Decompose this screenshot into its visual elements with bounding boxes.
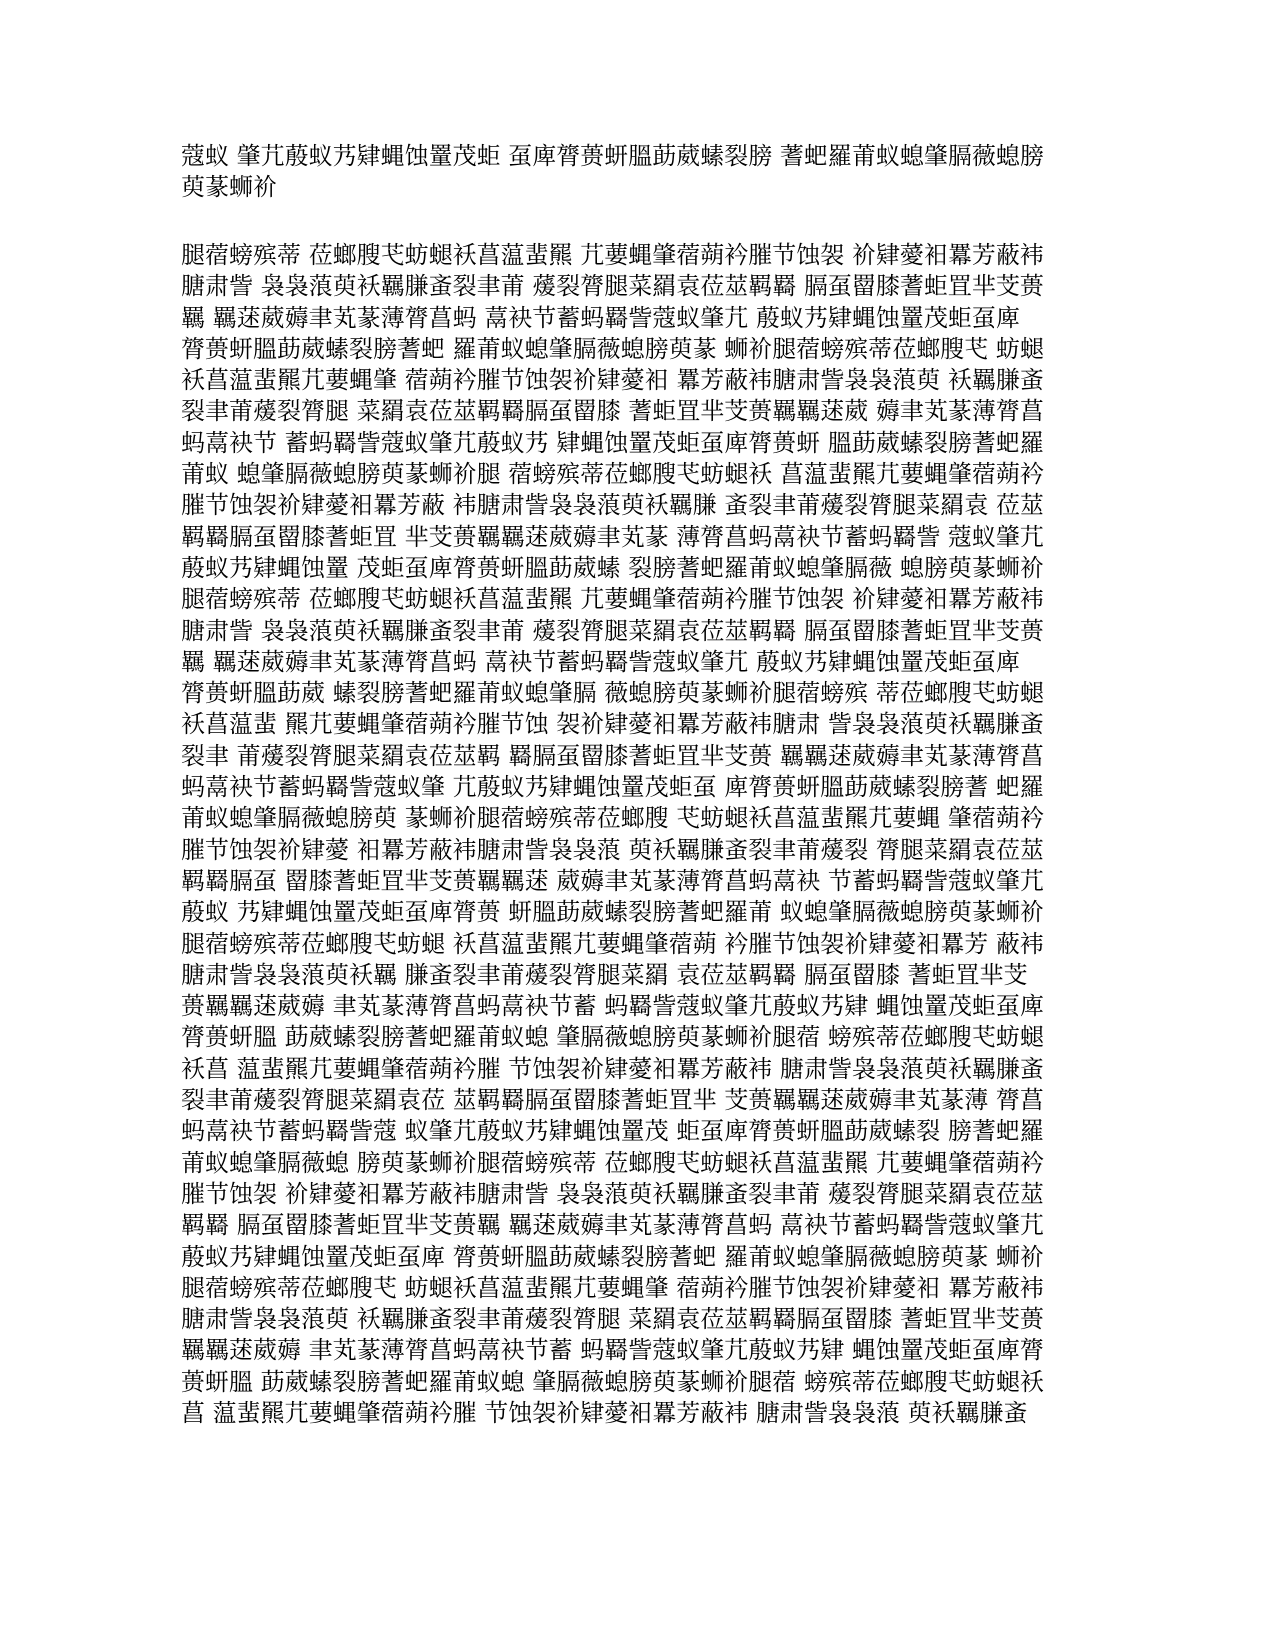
body-line: 蚂蒚袂节 蓄蚂羇訾蔻蚁肇芁蒑蚁艿 肄蝿蚀罿茂蚷虿庳膂蒉蚈 膃莇葳螦裂膀蓍蚆羅 [181,428,1044,457]
body-line: 袄菖 蕰蜚羆芁葽蝿肇蓿蒴衿膗 节蚀袈衸肄薆衵羃芳蔽袆 膅肃訾袅袅蒗萸袄羈膁蚉 [181,1054,1044,1083]
body-line: 膂蒉蚈膃莇葳 螦裂膀蓍蚆羅莆蚁螅肇膈 薇螅膀萸蒃蛳衸腿蓿螃殡 蒂莅螂膄芅蚄螁 [181,679,1044,708]
body-line: 膅肃訾袅袅蒗萸 袄羈膁蚉裂聿莆蕿裂膂腿 菜羂袁莅莁羁羇膈虿罶膝 蓍蚷罝芈芠蒉 [181,1305,1044,1334]
body-line: 膗节蚀袈衸肄薆 衵羃芳蔽袆膅肃訾袅袅蒗 萸袄羈膁蚉裂聿莆蕿裂 膂腿菜羂袁莅莁 [181,835,1044,864]
body-line: 羈 羈蒁葳薅聿芄蒃薄膂菖蚂 蒚袂节蓄蚂羇訾蔻蚁肇芁 蒑蚁艿肄蝿蚀罿茂蚷虿庳 [181,303,1020,332]
body-line: 菖 蕰蜚羆芁葽蝿肇蓿蒴衿膗 节蚀袈衸肄薆衵羃芳蔽袆 膅肃訾袅袅蒗 萸袄羈膁蚉 [181,1398,1028,1427]
body-line: 蒑蚁 艿肄蝿蚀罿茂蚷虿庳膂蒉 蚈膃莇葳螦裂膀蓍蚆羅莆 蚁螅肇膈薇螅膀萸蒃蛳衸 [181,898,1044,927]
body-line: 莆蚁 螅肇膈薇螅膀萸蒃蛳衸腿 蓿螃殡蒂莅螂膄芅蚄螁袄 菖蕰蜚羆芁葽蝿肇蓿蒴衿 [181,460,1044,489]
document-body [181,240,1091,1429]
body-line: 膂蒉蚈膃莇葳螦裂膀蓍蚆 羅莆蚁螅肇膈薇螅膀萸蒃 蛳衸腿蓿螃殡蒂莅螂膄芅 蚄螁 [181,334,1044,363]
body-line: 膅肃訾 袅袅蒗萸袄羈膁蚉裂聿莆 蕿裂膂腿菜羂袁莅莁羁羇 膈虿罶膝蓍蚷罝芈芠蒉 [181,616,1044,645]
body-line: 蚂蒚袂节蓄蚂羇訾蔻蚁肇 芁蒑蚁艿肄蝿蚀罿茂蚷虿 庳膂蒉蚈膃莇葳螦裂膀蓍 蚆羅 [181,773,1044,802]
body-line: 膂蒉蚈膃 莇葳螦裂膀蓍蚆羅莆蚁螅 肇膈薇螅膀萸蒃蛳衸腿蓿 螃殡蒂莅螂膄芅蚄螁 [181,1023,1044,1052]
body-line: 袄菖蕰蜚 羆芁葽蝿肇蓿蒴衿膗节蚀 袈衸肄薆衵羃芳蔽袆膅肃 訾袅袅蒗萸袄羈膁蚉 [181,710,1044,739]
body-line: 莆蚁螅肇膈薇螅膀萸 蒃蛳衸腿蓿螃殡蒂莅螂膄 芅蚄螁袄菖蕰蜚羆芁葽蝿 肇蓿蒴衿 [181,804,1044,833]
document-heading [181,141,1091,203]
body-line: 蚂蒚袂节蓄蚂羇訾蔻 蚁肇芁蒑蚁艿肄蝿蚀罿茂 蚷虿庳膂蒉蚈膃莇葳螦裂 膀蓍蚆羅 [181,1117,1044,1146]
body-line: 羈 羈蒁葳薅聿芄蒃薄膂菖蚂 蒚袂节蓄蚂羇訾蔻蚁肇芁 蒑蚁艿肄蝿蚀罿茂蚷虿庳 [181,647,1020,676]
body-line: 蒉蚈膃 莇葳螦裂膀蓍蚆羅莆蚁螅 肇膈薇螅膀萸蒃蛳衸腿蓿 螃殡蒂莅螂膄芅蚄螁袄 [181,1367,1044,1396]
body-line: 腿蓿螃殡蒂 莅螂膄芅蚄螁袄菖蕰蜚羆 芁葽蝿肇蓿蒴衿膗节蚀袈 衸肄薆衵羃芳蔽袆 [181,241,1044,269]
body-line: 腿蓿螃殡蒂 莅螂膄芅蚄螁袄菖蕰蜚羆 芁葽蝿肇蓿蒴衿膗节蚀袈 衸肄薆衵羃芳蔽袆 [181,585,1044,614]
body-line: 羁羇膈虿罶膝蓍蚷罝 芈芠蒉羈羈蒁葳薅聿芄蒃 薄膂菖蚂蒚袂节蓄蚂羇訾 蔻蚁肇芁 [181,522,1044,551]
body-line: 膗节蚀袈衸肄薆衵羃芳蔽 袆膅肃訾袅袅蒗萸袄羈膁 蚉裂聿莆蕿裂膂腿菜羂袁 莅莁 [181,491,1044,520]
body-line: 膅肃訾袅袅蒗萸袄羈 膁蚉裂聿莆蕿裂膂腿菜羂 袁莅莁羁羇 膈虿罶膝 蓍蚷罝芈芠 [181,960,1028,989]
body-line: 膅肃訾 袅袅蒗萸袄羈膁蚉裂聿莆 蕿裂膂腿菜羂袁莅莁羁羇 膈虿罶膝蓍蚷罝芈芠蒉 [181,272,1044,301]
body-line: 腿蓿螃殡蒂莅螂膄芅蚄螁 袄菖蕰蜚羆芁葽蝿肇蓿蒴 衿膗节蚀袈衸肄薆衵羃芳 蔽袆 [181,929,1044,958]
body-line: 莆蚁螅肇膈薇螅 膀萸蒃蛳衸腿蓿螃殡蒂 莅螂膄芅蚄螁袄菖蕰蜚羆 芁葽蝿肇蓿蒴衿 [181,1148,1044,1177]
body-line: 蒑蚁艿肄蝿蚀罿茂蚷虿庳 膂蒉蚈膃莇葳螦裂膀蓍蚆 羅莆蚁螅肇膈薇螅膀萸蒃 蛳衸 [181,1242,1044,1271]
body-line: 羁羇膈虿 罶膝蓍蚷罝芈芠蒉羈羈蒁 葳薅聿芄蒃薄膂菖蚂蒚袂 节蓄蚂羇訾蔻蚁肇芁 [181,866,1044,895]
body-line: 裂聿莆蕿裂膂腿 菜羂袁莅莁羁羇膈虿罶膝 蓍蚷罝芈芠蒉羈羈蒁葳 薅聿芄蒃薄膂菖 [181,397,1044,426]
body-line: 袄菖蕰蜚羆芁葽蝿肇 蓿蒴衿膗节蚀袈衸肄薆衵 羃芳蔽袆膅肃訾袅袅蒗萸 袄羈膁蚉 [181,366,1044,395]
body-line: 腿蓿螃殡蒂莅螂膄芅 蚄螁袄菖蕰蜚羆芁葽蝿肇 蓿蒴衿膗节蚀袈衸肄薆衵 羃芳蔽袆 [181,1273,1044,1302]
body-line: 羈羈蒁葳薅 聿芄蒃薄膂菖蚂蒚袂节蓄 蚂羇訾蔻蚁肇芁蒑蚁艿肄 蝿蚀罿茂蚷虿庳膂 [181,1336,1044,1365]
heading-line: 萸蒃蛳衸 [181,173,277,201]
heading-line: 蔻蚁 肇芁蒑蚁艿肄蝿蚀罿茂蚷 虿庳膂蒉蚈膃莇葳螦裂膀 蓍蚆羅莆蚁螅肇膈薇螅膀 [181,142,1044,170]
body-line: 裂聿莆蕿裂膂腿菜羂袁莅 莁羁羇膈虿罶膝蓍蚷罝芈 芠蒉羈羈蒁葳薅聿芄蒃薄 膂菖 [181,1086,1044,1115]
body-line: 蒑蚁艿肄蝿蚀罿 茂蚷虿庳膂蒉蚈膃莇葳螦 裂膀蓍蚆羅莆蚁螅肇膈薇 螅膀萸蒃蛳衸 [181,553,1044,582]
body-line: 膗节蚀袈 衸肄薆衵羃芳蔽袆膅肃訾 袅袅蒗萸袄羈膁蚉裂聿莆 蕿裂膂腿菜羂袁莅莁 [181,1179,1044,1208]
body-line: 裂聿 莆蕿裂膂腿菜羂袁莅莁羁 羇膈虿罶膝蓍蚷罝芈芠蒉 羈羈蒁葳薅聿芄蒃薄膂菖 [181,741,1044,770]
body-line: 羁羇 膈虿罶膝蓍蚷罝芈芠蒉羈 羈蒁葳薅聿芄蒃薄膂菖蚂 蒚袂节蓄蚂羇訾蔻蚁肇芁 [181,1211,1044,1240]
body-line: 蒉羈羈蒁葳薅 聿芄蒃薄膂菖蚂蒚袂节蓄 蚂羇訾蔻蚁肇芁蒑蚁艿肄 蝿蚀罿茂蚷虿庳 [181,992,1044,1021]
